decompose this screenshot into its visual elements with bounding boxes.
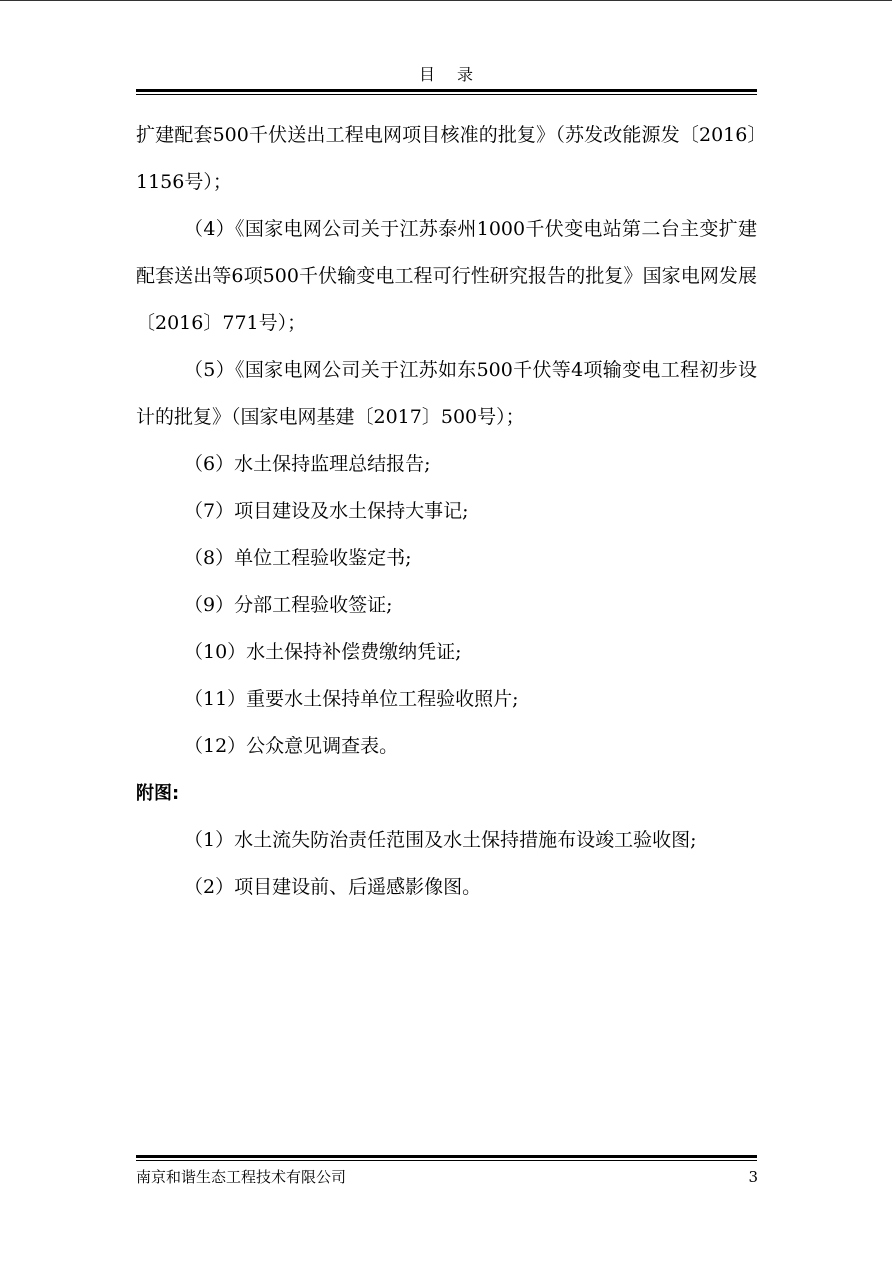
list-item-4: （4）《国家电网公司关于江苏泰州1000千伏变电站第二台主变扩建配套送出等6项500千伏输变电工程可行性研究报告的批复》国家电网发展〔2016〕771号）； — [136, 218, 757, 334]
continued-paragraph: 扩建配套500千伏送出工程电网项目核准的批复》（苏发改能源发〔2016〕1156号）； — [136, 124, 757, 193]
list-item-5: （5）《国家电网公司关于江苏如东500千伏等4项输变电工程初步设计的批复》（国家电网基建〔2017〕500号）； — [136, 359, 757, 428]
list-item-10: （10）水土保持补偿费缴纳凭证; — [184, 641, 462, 663]
list-item-9: （9）分部工程验收签证; — [184, 594, 393, 616]
page-top-edge — [0, 0, 892, 1]
list-item-8: （8）单位工程验收鉴定书; — [184, 547, 412, 569]
document-body — [136, 112, 757, 911]
header-title: 目录 — [418, 65, 495, 84]
list-item-12: （12）公众意见调查表。 — [184, 735, 399, 757]
list-item-11: （11）重要水土保持单位工程验收照片; — [184, 688, 519, 710]
footer-rule-thin — [136, 1160, 757, 1161]
figure-item-1: （1）水土流失防治责任范围及水土保持措施布设竣工验收图; — [184, 829, 697, 851]
figures-heading: 附图: — [136, 783, 180, 804]
footer-company-name: 南京和谐生态工程技术有限公司 — [136, 1168, 347, 1186]
header-rule-thin — [136, 94, 757, 95]
page-number: 3 — [748, 1168, 758, 1186]
list-item-6: （6）水土保持监理总结报告; — [184, 453, 431, 475]
figure-item-2: （2）项目建设前、后遥感影像图。 — [184, 876, 482, 898]
list-item-7: （7）项目建设及水土保持大事记; — [184, 500, 469, 522]
footer-rule-thick — [136, 1155, 757, 1158]
header-rule-thick — [136, 89, 757, 92]
